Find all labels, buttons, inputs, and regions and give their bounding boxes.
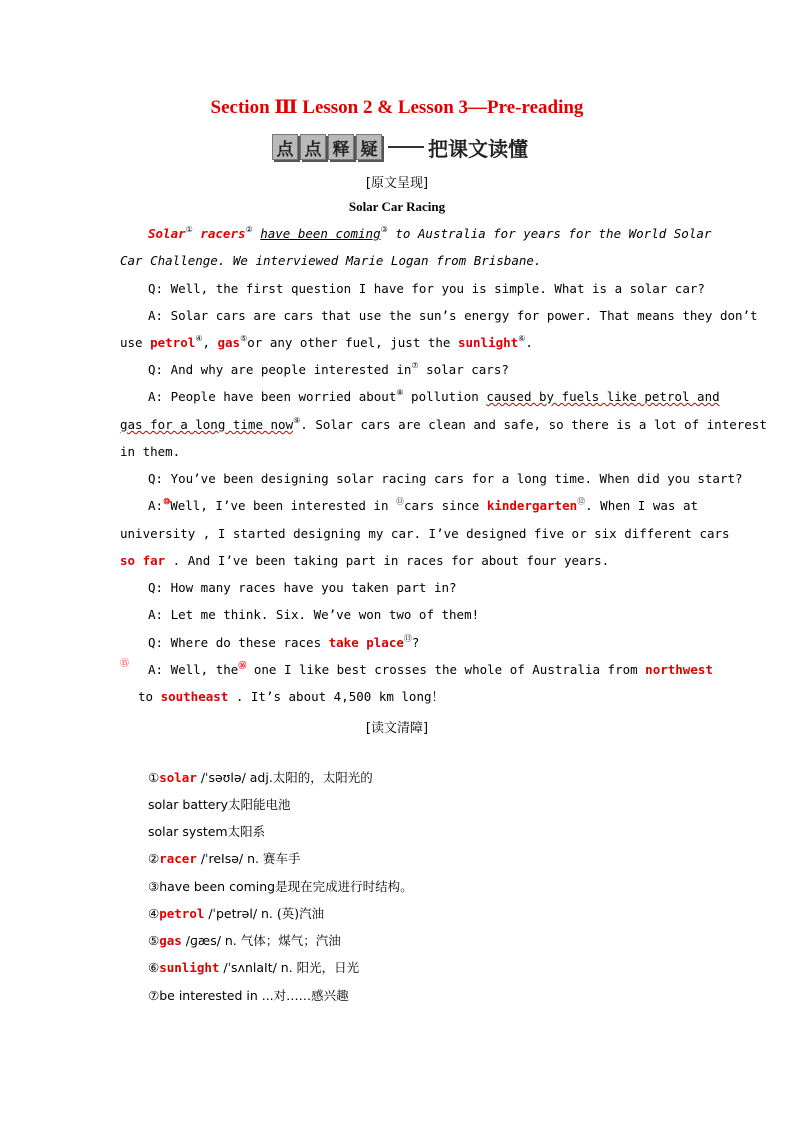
marker: ⑪ <box>396 497 405 506</box>
text: Q: And why are people interested in <box>148 362 412 377</box>
note-word: sunlight <box>159 960 220 975</box>
answer-4: A: Let me think. Six. We’ve won two of them! <box>148 607 480 622</box>
text: . It’s about 4,500 km long！ <box>228 689 445 704</box>
text: cars since <box>404 498 487 513</box>
note-1 <box>148 770 373 786</box>
marker: ① <box>185 225 193 234</box>
question-1: Q: Well, the first question I have for you is simple. What is a solar car? <box>148 281 705 296</box>
marker: ⑫ <box>577 497 586 506</box>
note-text: /ˈsəʊlə/ adj.太阳的，太阳光的 <box>196 770 373 785</box>
intro-line-1 <box>148 226 711 242</box>
text: A: <box>148 498 164 513</box>
note-word: gas <box>159 933 182 948</box>
text: to <box>138 689 161 704</box>
answer-3-line-2: university , I started designing my car. I’ve designed five or six different cars <box>120 526 730 541</box>
note-4 <box>148 906 324 922</box>
marker: ⑬ <box>403 634 412 643</box>
vocab-gas: gas <box>217 335 241 350</box>
banner-text: 把课文读懂 <box>428 136 528 161</box>
marker: ③ <box>380 225 388 234</box>
marker: ⑨ <box>293 416 301 425</box>
answer-2-line-1 <box>148 389 720 405</box>
text: one I like best crosses the whole of Australia from <box>246 662 646 677</box>
question-3: Q: You’ve been designing solar racing cars for a long time. When did you start? <box>148 471 743 486</box>
note-text: /ˈpetrəl/ n. (英)汽油 <box>204 906 325 921</box>
note-word: petrol <box>159 906 205 921</box>
section-heading-original: [原文呈现] <box>365 176 429 191</box>
question-5 <box>148 635 419 651</box>
section-banner <box>272 133 528 161</box>
phrase-caused-by-fuels: caused by fuels like petrol and <box>486 389 720 404</box>
intro-text: to Australia for years for the World Solar <box>387 226 712 241</box>
note-number: ② <box>148 851 160 866</box>
marker: ⑯ <box>238 661 247 670</box>
answer-2-line-3: in them. <box>120 444 181 459</box>
marker: ⑤ <box>240 334 248 343</box>
text: use <box>120 335 151 350</box>
note-number: ⑥ <box>148 960 160 975</box>
note-1-ex-1: solar battery太阳能电池 <box>148 797 291 812</box>
note-3 <box>148 879 413 895</box>
marker: ⑥ <box>518 334 526 343</box>
note-number: ③ <box>148 879 160 894</box>
banner-char-2: 点 <box>300 134 326 160</box>
marker-15: ⑮ <box>120 659 130 669</box>
note-text: /ɡæs/ n. 气体；煤气；汽油 <box>181 933 341 948</box>
vocab-racers: racers <box>200 226 246 241</box>
vocab-take-place: take place <box>328 635 404 650</box>
answer-5-line-1 <box>148 662 713 678</box>
page-title: Section Ⅲ Lesson 2 & Lesson 3—Pre-reading <box>210 97 584 118</box>
vocab-petrol: petrol <box>150 335 196 350</box>
text: . And I’ve been taking part in races for about four years. <box>165 553 610 568</box>
text: A: Well, the <box>148 662 239 677</box>
marker: ⑦ <box>411 361 419 370</box>
answer-1-line-2 <box>120 335 533 351</box>
note-5 <box>148 933 341 949</box>
note-2 <box>148 851 300 867</box>
answer-1-line-1: A: Solar cars are cars that use the sun’s energy for power. That means they don’t <box>148 308 758 323</box>
section-heading-notes: [读文清障] <box>365 721 429 736</box>
note-text: be interested in ...对……感兴趣 <box>159 988 349 1003</box>
text: A: People have been worried about <box>148 389 397 404</box>
text: Well, I’ve been interested in <box>170 498 397 513</box>
text: . Solar cars are clean and safe, so there is a lot of interest <box>300 417 767 432</box>
vocab-northwest: northwest <box>645 662 713 677</box>
intro-line-2: Car Challenge. We interviewed Marie Logan from Brisbane. <box>120 253 542 268</box>
text: ? <box>411 635 420 650</box>
answer-2-line-2 <box>120 417 767 433</box>
question-2 <box>148 362 509 378</box>
text: , <box>202 335 218 350</box>
vocab-southeast: southeast <box>160 689 229 704</box>
banner-char-4: 疑 <box>356 134 382 160</box>
vocab-sunlight: sunlight <box>457 335 519 350</box>
vocab-solar: Solar <box>148 226 186 241</box>
note-1-ex-2: solar system太阳系 <box>148 824 266 839</box>
text: pollution <box>403 389 487 404</box>
banner-dash <box>388 146 424 148</box>
passage-title: Solar Car Racing <box>348 199 446 214</box>
note-text: /ˈreIsə/ n. 赛车手 <box>196 851 301 866</box>
marker: ② <box>245 225 253 234</box>
note-7 <box>148 988 349 1004</box>
note-number: ⑤ <box>148 933 160 948</box>
note-number: ⑦ <box>148 988 160 1003</box>
answer-5-line-2 <box>138 689 444 705</box>
marker: ④ <box>195 334 203 343</box>
answer-3-line-3 <box>120 553 609 569</box>
text: . When I was at <box>585 498 699 513</box>
note-number: ④ <box>148 906 160 921</box>
note-text: /ˈsʌnlaIt/ n. 阳光，日光 <box>219 960 360 975</box>
answer-3-line-1 <box>148 498 698 514</box>
vocab-so-far: so far <box>120 553 166 568</box>
marker: ⑧ <box>396 388 404 397</box>
phrase-have-been-coming: have been coming <box>260 226 381 241</box>
text: or any other fuel, just the <box>247 335 458 350</box>
text: Q: Where do these races <box>148 635 329 650</box>
banner-char-3: 释 <box>328 134 354 160</box>
note-6 <box>148 960 359 976</box>
phrase-for-a-long-time: gas for a long time now <box>120 417 294 432</box>
text: . <box>525 335 533 350</box>
note-word: solar <box>159 770 197 785</box>
vocab-kindergarten: kindergarten <box>486 498 578 513</box>
note-word: racer <box>159 851 197 866</box>
note-text: have been coming是现在完成进行时结构。 <box>159 879 413 894</box>
note-number: ① <box>148 770 160 785</box>
question-4: Q: How many races have you taken part in? <box>148 580 457 595</box>
marker: ⑩ <box>163 497 171 506</box>
banner-char-1: 点 <box>272 134 298 160</box>
text: solar cars? <box>418 362 509 377</box>
